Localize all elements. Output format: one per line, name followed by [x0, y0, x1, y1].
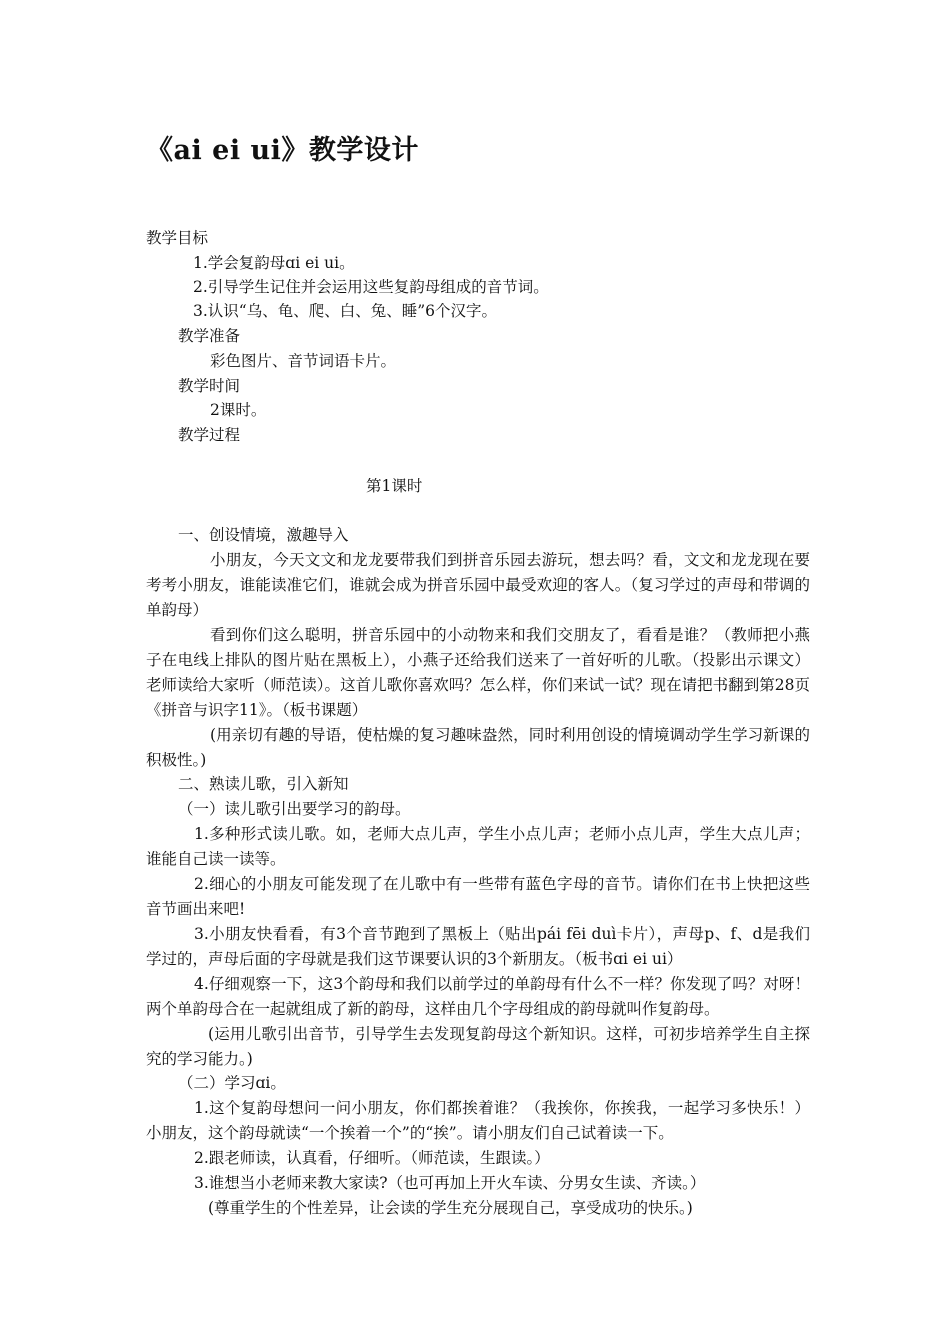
section-2-item-1: 1.多种形式读儿歌。如，老师大点儿声，学生小点儿声；老师小点儿声，学生大点儿声；谁能自己读一读等。 [146, 825, 810, 868]
section-2-ai-item-3: 3.谁想当小老师来教大家读?（也可再加上开火车读、分男女生读、齐读。） [194, 1174, 706, 1192]
section-1-paragraph-2: 看到你们这么聪明，拼音乐园中的小动物来和我们交朋友了，看看是谁？（教师把小燕子在电线上排队的图片贴在黑板上），小燕子还给我们送来了一首好听的儿歌。（投影出示课文）老师读给大家听（师范读）。这首儿歌你喜欢吗？怎么样，你们来试一试？现在请把书翻到第28页《拼音与识字11》。（板书课题） [146, 626, 810, 719]
prep-text: 彩色图片、音节词语卡片。 [210, 352, 397, 370]
section-2-note-1: (运用儿歌引出音节，引导学生去发现复韵母这个新知识。这样，可初步培养学生自主探究的学习能力。) [146, 1025, 810, 1068]
section-2-subheading-1: （一）读儿歌引出要学习的韵母。 [178, 800, 411, 818]
time-text: 2课时。 [210, 401, 267, 419]
section-2-item-3: 3.小朋友快看看，有3个音节跑到了黑板上（贴出pái fēi duì卡片），声母p、f、d是我们学过的，声母后面的字母就是我们这节课要认识的3个新朋友。（板书ɑi ei ui） [146, 925, 810, 968]
section-1-note: (用亲切有趣的导语，使枯燥的复习趣味盎然，同时利用创设的情境调动学生学习新课的积极性。) [146, 726, 810, 769]
section-2-heading: 二、熟读儿歌，引入新知 [178, 775, 349, 793]
section-2-item-2: 2.细心的小朋友可能发现了在儿歌中有一些带有蓝色字母的音节。请你们在书上快把这些音节画出来吧! [146, 875, 810, 918]
section-2-ai-item-2: 2.跟老师读，认真看，仔细听。（师范读，生跟读。） [194, 1149, 550, 1167]
goal-item-3: 3.认识“乌、龟、爬、白、兔、睡”6个汉字。 [193, 302, 497, 320]
section-2-subheading-2: （二）学习ɑi。 [178, 1074, 286, 1092]
goal-item-2: 2.引导学生记住并会运用这些复韵母组成的音节词。 [193, 278, 549, 296]
goals-heading: 教学目标 [146, 229, 209, 247]
lesson-heading: 第1课时 [366, 477, 423, 495]
document-title: 《ai ei ui》教学设计 [146, 135, 419, 166]
process-heading: 教学过程 [178, 426, 241, 444]
goal-item-1: 1.学会复韵母ɑi ei ui。 [193, 254, 355, 272]
section-1-heading: 一、创设情境，激趣导入 [178, 526, 349, 544]
prep-heading: 教学准备 [178, 327, 241, 345]
section-2-note-2: (尊重学生的个性差异，让会读的学生充分展现自己，享受成功的快乐。) [208, 1199, 693, 1217]
time-heading: 教学时间 [178, 377, 241, 395]
section-2-item-4: 4.仔细观察一下，这3个韵母和我们以前学过的单韵母有什么不一样？你发现了吗？对呀！两个单韵母合在一起就组成了新的韵母，这样由几个字母组成的韵母就叫作复韵母。 [146, 975, 810, 1018]
section-1-paragraph-1: 小朋友，今天文文和龙龙要带我们到拼音乐园去游玩，想去吗？看，文文和龙龙现在要考考小朋友，谁能读准它们，谁就会成为拼音乐园中最受欢迎的客人。（复习学过的声母和带调的单韵母） [146, 551, 810, 619]
section-2-ai-item-1: 1.这个复韵母想问一问小朋友，你们都挨着谁？（我挨你，你挨我，一起学习多快乐！）小朋友，这个韵母就读“一个挨着一个”的“挨”。请小朋友们自己试着读一下。 [146, 1099, 810, 1142]
